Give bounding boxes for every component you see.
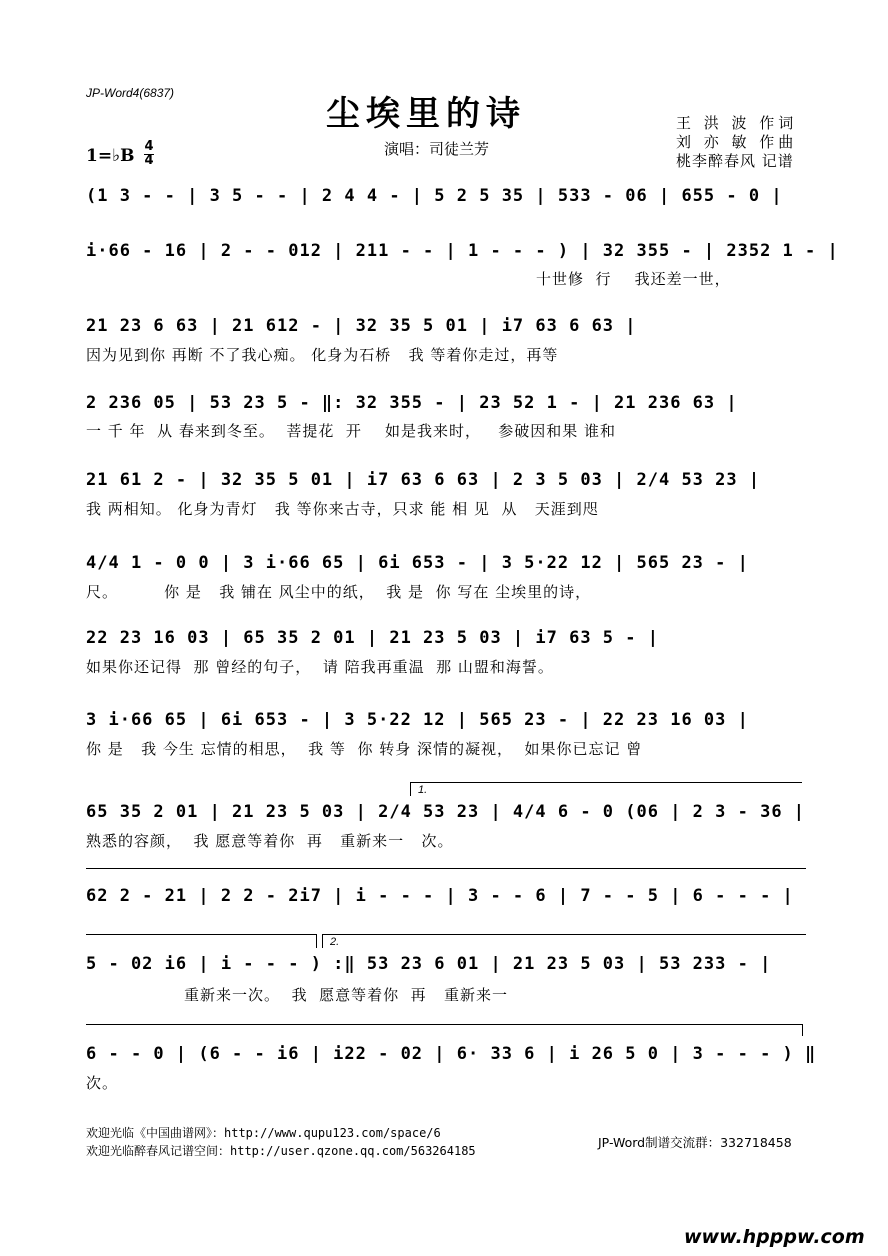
time-signature-top: 4 (144, 139, 154, 154)
time-signature-bottom: 4 (144, 153, 154, 168)
music-row: 4/4 1 - 0 0 | 3 i·66 65 | 6i 653 - | 3 5·22 12 | 565 23 - | (86, 553, 749, 573)
volta-2-number: 2. (330, 936, 340, 948)
lyric-row: 如果你还记得 那 曾经的句子， 请 陪我再重温 那 山盟和海誓。 (86, 658, 554, 676)
volta-2-tick (322, 934, 323, 948)
lyric-row: 十世修 行 我还差一世， (536, 270, 731, 288)
music-row: 21 61 2 - | 32 35 5 01 | i7 63 6 63 | 2 3 5 03 | 2/4 53 23 | (86, 470, 761, 490)
lyricist-credit: 王 洪 波 作词 (676, 114, 798, 132)
music-row: i·66 - 16 | 2 - - 012 | 211 - - | 1 - - - ) | 32 355 - | 2352 1 - | (86, 241, 839, 261)
volta-1-number: 1. (418, 784, 428, 796)
volta-1-bracket (410, 782, 802, 783)
music-row: 62 2 - 21 | 2 2 - 2i7 | i - - - | 3 - - 6 | 7 - - 5 | 6 - - - | (86, 886, 794, 906)
lyric-row: 次。 (86, 1074, 119, 1092)
music-row: 22 23 16 03 | 65 35 2 01 | 21 23 5 03 | i7 63 5 - | (86, 628, 659, 648)
volta-1-end-tick (316, 934, 317, 948)
lyric-row: 因为见到你 再断 不了我心痴。 化身为石桥 我 等着你走过，再等 (86, 346, 559, 364)
composer-credit: 刘 亦 敏 作曲 (676, 133, 798, 151)
volta-2-end-tick (802, 1024, 803, 1036)
lyric-row: 你 是 我 今生 忘情的相思， 我 等 你 转身 深情的凝视， 如果你已忘记 曾 (86, 740, 643, 758)
volta-1-continuation (86, 868, 806, 869)
lyric-row: 一 千 年 从 春来到冬至。 菩提花 开 如是我来时， 参破因和果 谁和 (86, 422, 617, 440)
generator-label: JP-Word4(6837) (86, 86, 175, 100)
lyric-row: 尺。 你 是 我 铺在 风尘中的纸， 我 是 你 写在 尘埃里的诗， (86, 583, 592, 601)
lyric-row: 重新来一次。 我 愿意等着你 再 重新来一 (86, 986, 508, 1004)
song-title: 尘埃里的诗 (326, 94, 526, 134)
key-signature: 1=♭B (86, 146, 135, 166)
music-row: (1 3 - - | 3 5 - - | 2 4 4 - | 5 2 5 35 | 533 - 06 | 655 - 0 | (86, 186, 783, 206)
music-row: 65 35 2 01 | 21 23 5 03 | 2/4 53 23 | 4/4 6 - 0 (06 | 2 3 - 36 | (86, 802, 806, 822)
qq-group-label: JP-Word制谱交流群：332718458 (598, 1135, 792, 1150)
time-signature (144, 141, 154, 167)
volta-2-bracket (322, 934, 806, 935)
transcriber-credit: 桃李醉春风 记谱 (676, 152, 794, 170)
volta-1-tick (410, 782, 411, 796)
footer-site-link: 欢迎光临《中国曲谱网》：http://www.qupu123.com/space/6 (86, 1126, 441, 1140)
volta-2-continuation (86, 1024, 802, 1025)
music-row: 2 236 05 | 53 23 5 - ‖: 32 355 - | 23 52 1 - | 21 236 63 | (86, 393, 738, 413)
lyric-row: 熟悉的容颜， 我 愿意等着你 再 重新来一 次。 (86, 832, 454, 850)
singer-credit: 演唱：司徒兰芳 (384, 140, 490, 158)
music-row: 5 - 02 i6 | i - - - ) :‖ 53 23 6 01 | 21 23 5 03 | 53 233 - | (86, 954, 772, 974)
music-row: 21 23 6 63 | 21 612 - | 32 35 5 01 | i7 63 6 63 | (86, 316, 637, 336)
lyric-row: 我 两相知。 化身为青灯 我 等你来古寺，只求 能 相 见 从 天涯到咫 (86, 500, 599, 518)
volta-1-end-bracket (86, 934, 316, 935)
watermark: www.hpppw.com (684, 1226, 865, 1248)
music-row: 6 - - 0 | (6 - - i6 | i22 - 02 | 6· 33 6 | i 26 5 0 | 3 - - - ) ‖ (86, 1044, 817, 1064)
footer-space-link: 欢迎光临醉春风记谱空间：http://user.qzone.qq.com/563264185 (86, 1144, 476, 1158)
music-row: 3 i·66 65 | 6i 653 - | 3 5·22 12 | 565 23 - | 22 23 16 03 | (86, 710, 749, 730)
